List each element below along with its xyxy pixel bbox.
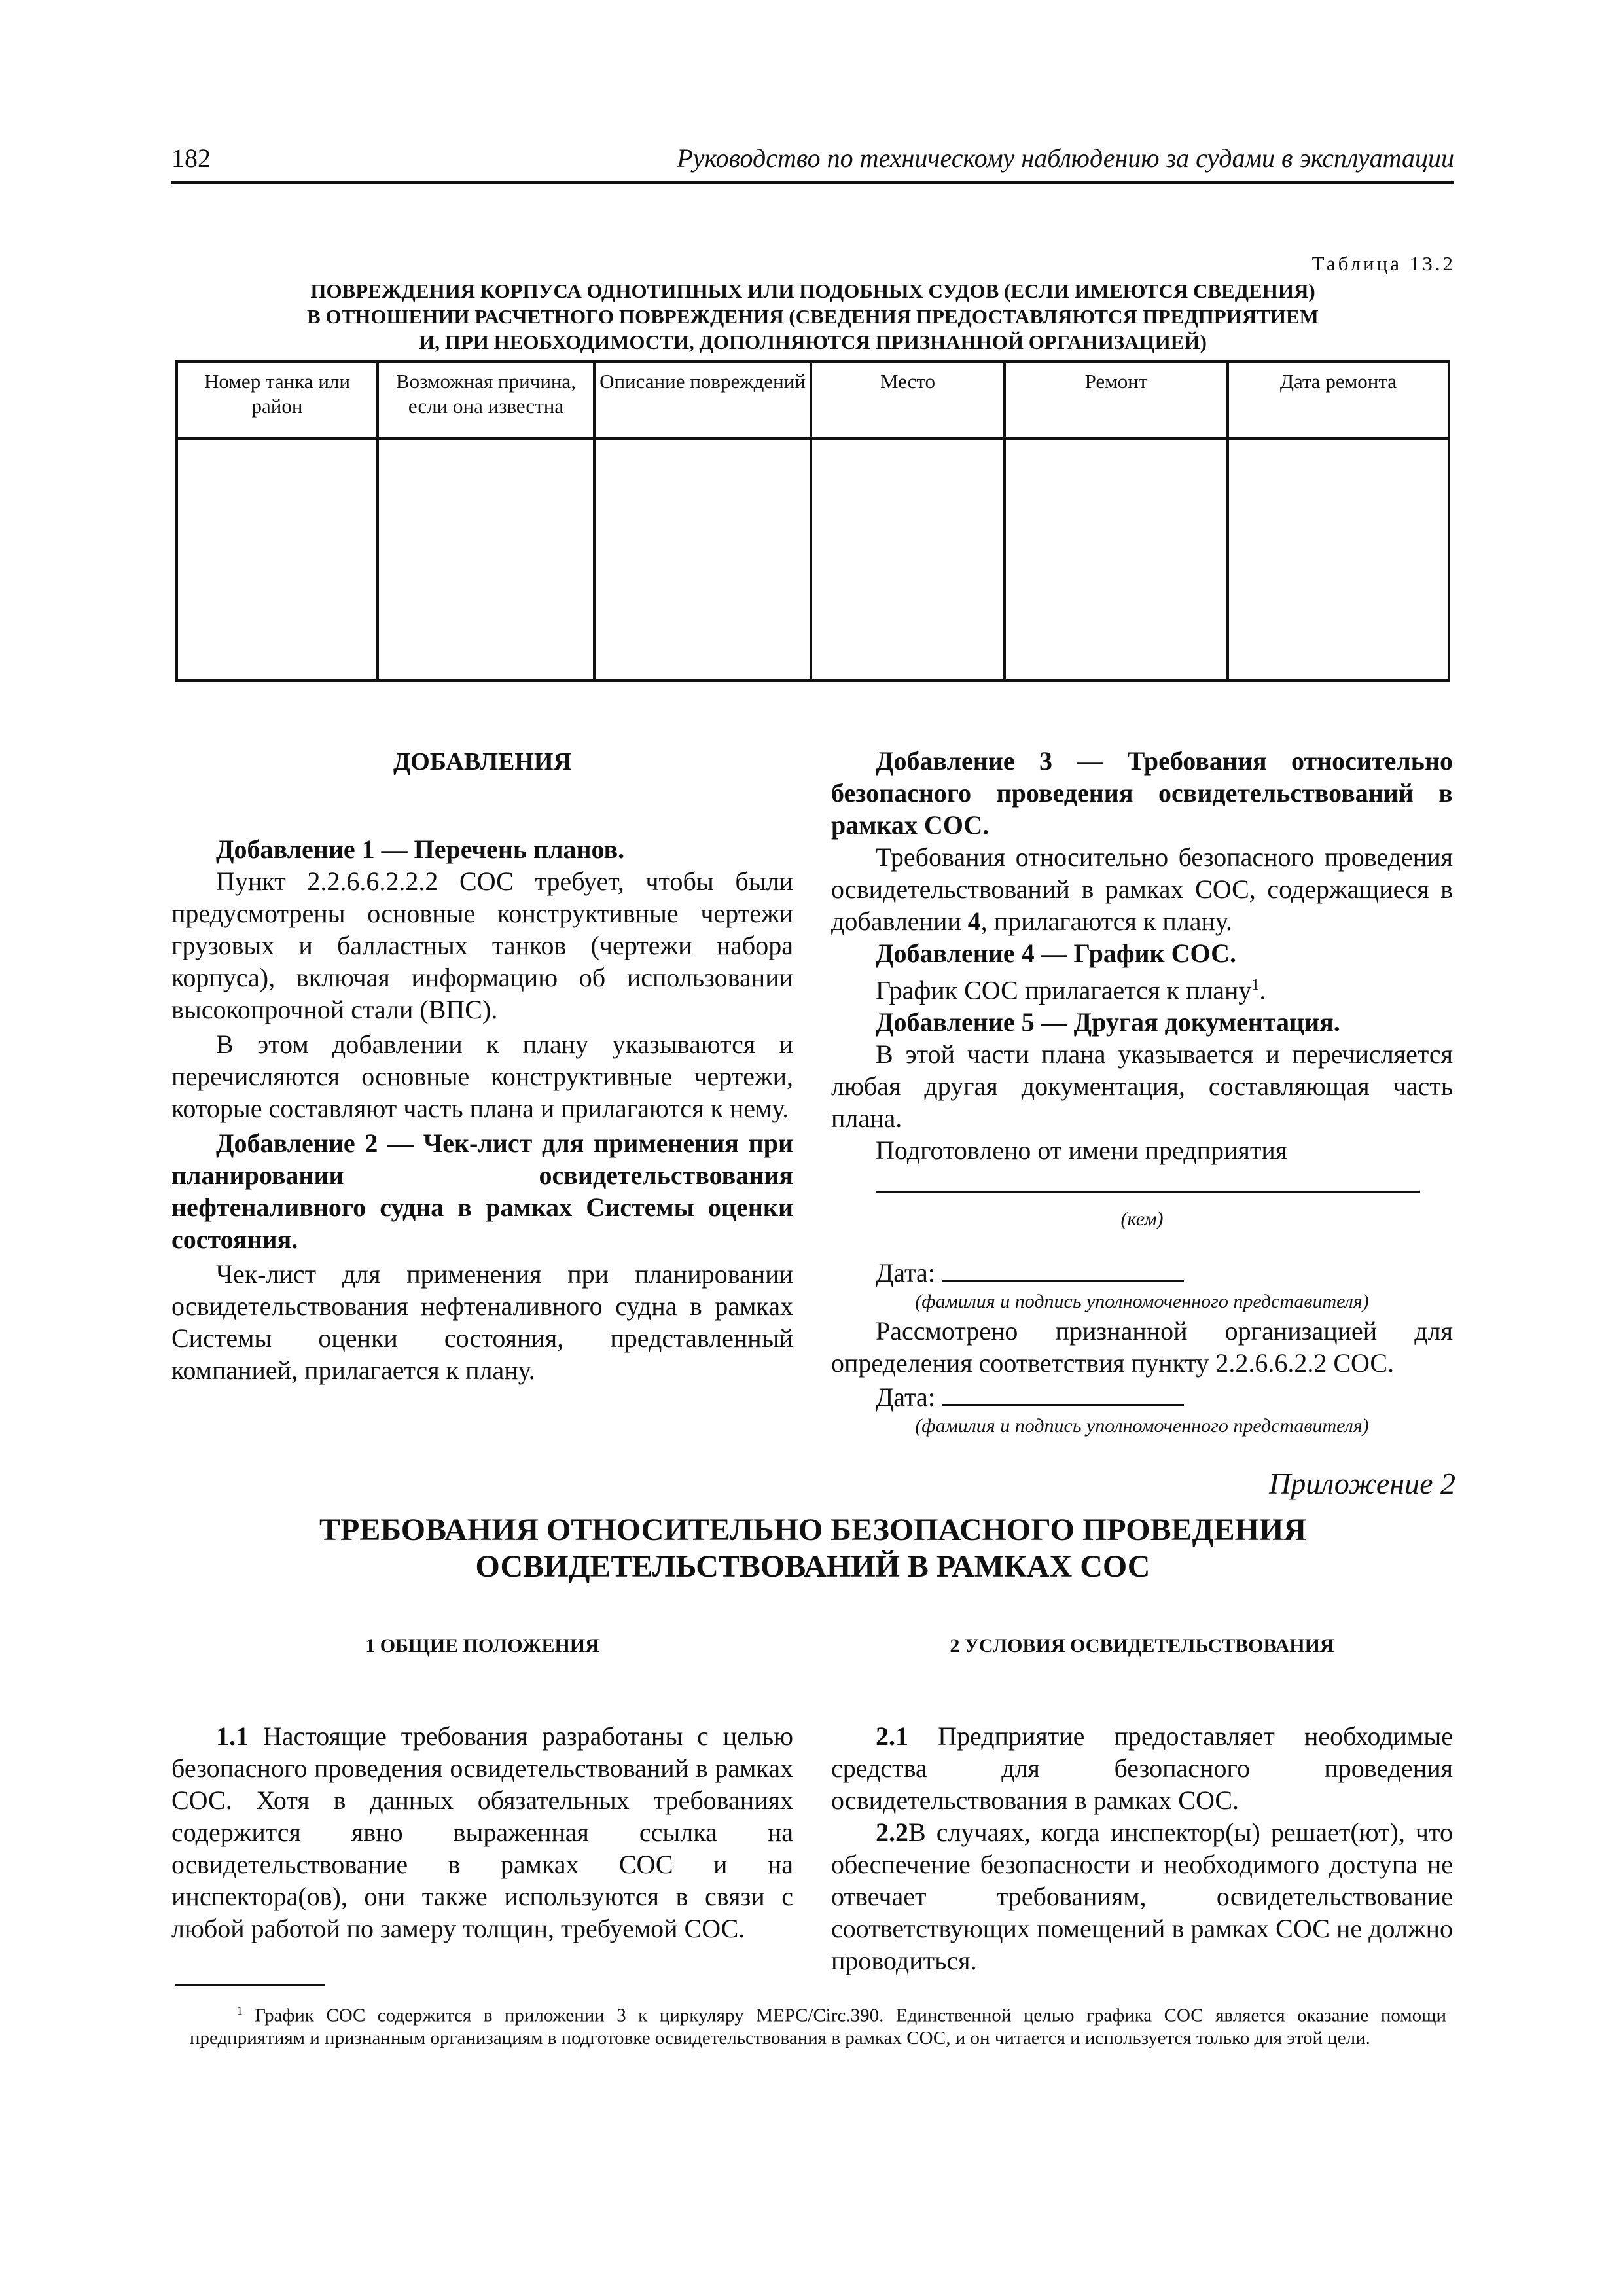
table-cell[interactable] (177, 439, 378, 681)
clause-number: 2.1 (876, 1721, 908, 1751)
footnote-rule (175, 1984, 325, 1986)
section-2-paragraph (831, 1816, 1453, 1977)
addition-1-paragraph: Пункт 2.2.6.6.2.2.2 СОС требует, чтобы были предусмотрены основные конструктивные чертежи грузовых и балластных танков (чертежи набора корпуса), включая информацию об использовании высокопрочной стали (ВПС). (171, 867, 793, 1024)
additions-right-column (831, 745, 1453, 1439)
clause-number: 2.2 (876, 1818, 908, 1847)
addition-1-paragraph: В этом добавлении к плану указываются и перечисляются основные конструктивные чертежи, которые составляют часть плана и прилагаются к нему. (171, 1030, 793, 1123)
additions-heading: ДОБАВЛЕНИЯ (393, 748, 571, 776)
addition-2-heading: Добавление 2 — Чек-лист для применения при планировании освидетельствования нефтеналивного судна в рамках Системы оценки состояния. (171, 1128, 793, 1254)
addition-4-paragraph (831, 969, 1453, 1006)
section-1-paragraph (171, 1720, 793, 1945)
running-title: Руководство по техническому наблюдению за судами в эксплуатации (677, 143, 1454, 173)
column-header: Место (811, 361, 1005, 439)
date-field[interactable] (942, 1379, 1184, 1406)
column-header: Дата ремонта (1228, 361, 1449, 439)
appendix-label: Приложение 2 (1268, 1467, 1455, 1500)
table-cell[interactable] (594, 439, 811, 681)
footnote-text: График СОС содержится в приложении 3 к циркуляру МЕРС/Circ.390. Единственной целью графика СОС является оказание помощи предприятиям и признанным организациям в подготовке освидетельствования в рамках СОС, и он читается и используется только для этой цели. (190, 2005, 1446, 2049)
table-title (171, 278, 1454, 355)
prepared-by-line (831, 1166, 1453, 1191)
page-number: 182 (171, 143, 211, 173)
date-label: Дата: (876, 1258, 935, 1288)
section-2-column (831, 1720, 1453, 1977)
date-label: Дата: (876, 1382, 935, 1412)
table-label: Таблица 13.2 (1311, 252, 1455, 275)
additions-left-column (171, 746, 793, 1386)
table-header-row (177, 361, 1449, 439)
table-cell[interactable] (1228, 439, 1449, 681)
clause-text: В случаях, когда инспектор(ы) решает(ют), что обеспечение безопасности и необходимого доступа не отвечает требованиям, освидетельствование соответствующих помещений в рамках СОС не должно проводиться. (831, 1818, 1453, 1975)
section-1-column (171, 1720, 793, 1945)
table-title-line: В ОТНОШЕНИИ РАСЧЕТНОГО ПОВРЕЖДЕНИЯ (СВЕДЕНИЯ ПРЕДОСТАВЛЯЮТСЯ ПРЕДПРИЯТИЕМ (307, 305, 1319, 328)
column-header: Ремонт (1005, 361, 1228, 439)
prepared-by-signature-field[interactable] (876, 1166, 1420, 1193)
footnote-marker: 1 (1251, 977, 1260, 994)
clause-text: Настоящие требования разработаны с целью безопасного проведения освидетельствований в рамках СОС. Хотя в данных обязательных требованиях содержится явно выраженная ссылка на освидетельствование в рамках СОС и на инспектора(ов), они также используются в связи с любой работой по замеру толщин, требуемой СОС. (171, 1721, 793, 1943)
page-header (171, 143, 1454, 184)
clause-text: Предприятие предоставляет необходимые средства для безопасного проведения освидетельствования в рамках СОС. (831, 1721, 1453, 1815)
addition-5-paragraph: В этой части плана указывается и перечисляется любая другая документация, составляющая часть плана. (831, 1039, 1453, 1134)
appendix-title-line: ТРЕБОВАНИЯ ОТНОСИТЕЛЬНО БЕЗОПАСНОГО ПРОВЕДЕНИЯ (319, 1513, 1306, 1547)
damage-table (175, 360, 1450, 682)
addition-3-text: Требования относительно безопасного проведения освидетельствований в рамках СОС, содержащиеся в добавлении (831, 842, 1453, 936)
column-header: Возможная причина, если она известна (378, 361, 594, 439)
date-row-2 (831, 1379, 1453, 1413)
by-whom-caption: (кем) (1120, 1208, 1164, 1230)
addition-4-text: График СОС прилагается к плану (876, 975, 1252, 1005)
addition-3-paragraph (831, 841, 1453, 937)
reviewed-paragraph: Рассмотрено признанной организацией для определения соответствия пункту 2.2.6.6.2.2 СОС. (831, 1316, 1453, 1378)
addition-1-heading: Добавление 1 — Перечень планов. (216, 834, 625, 864)
signature-caption: (фамилия и подпись уполномоченного представителя) (915, 1291, 1369, 1313)
column-header: Номер танка или район (177, 361, 378, 439)
table-title-line: ПОВРЕЖДЕНИЯ КОРПУСА ОДНОТИПНЫХ ИЛИ ПОДОБНЫХ СУДОВ (ЕСЛИ ИМЕЮТСЯ СВЕДЕНИЯ) (310, 279, 1315, 302)
section-2-paragraph (831, 1720, 1453, 1816)
signature-caption: (фамилия и подпись уполномоченного представителя) (915, 1415, 1369, 1437)
date-row-1 (831, 1255, 1453, 1289)
appendix-title (171, 1512, 1454, 1585)
date-field[interactable] (942, 1255, 1184, 1282)
footnote (190, 2000, 1446, 2049)
appendix-title-line: ОСВИДЕТЕЛЬСТВОВАНИЙ В РАМКАХ СОС (475, 1549, 1150, 1584)
section-2-heading: 2 УСЛОВИЯ ОСВИДЕТЕЛЬСТВОВАНИЯ (950, 1635, 1334, 1657)
clause-number: 1.1 (216, 1721, 249, 1751)
table-cell[interactable] (811, 439, 1005, 681)
column-header: Описание повреждений (594, 361, 811, 439)
table-row (177, 439, 1449, 681)
prepared-by-label: Подготовлено от имени предприятия (876, 1136, 1288, 1166)
addition-3-heading: Добавление 3 — Требования относительно безопасного проведения освидетельствований в рамках СОС. (831, 746, 1453, 840)
addition-3-number: 4 (967, 906, 981, 936)
section-1-heading: 1 ОБЩИЕ ПОЛОЖЕНИЯ (365, 1635, 599, 1657)
addition-5-heading: Добавление 5 — Другая документация. (876, 1007, 1340, 1037)
addition-2-paragraph: Чек-лист для применения при планировании освидетельствования нефтеналивного судна в рамках Системы оценки состояния, представленный компанией, прилагается к плану. (171, 1259, 793, 1385)
addition-4-text-end: . (1259, 975, 1266, 1005)
addition-3-text-end: , прилагаются к плану. (980, 906, 1232, 936)
addition-4-heading: Добавление 4 — График СОС. (876, 939, 1236, 968)
footnote-marker: 1 (237, 2004, 243, 2017)
table-title-line: И, ПРИ НЕОБХОДИМОСТИ, ДОПОЛНЯЮТСЯ ПРИЗНАННОЙ ОРГАНИЗАЦИЕЙ) (419, 331, 1207, 353)
table-cell[interactable] (378, 439, 594, 681)
table-cell[interactable] (1005, 439, 1228, 681)
